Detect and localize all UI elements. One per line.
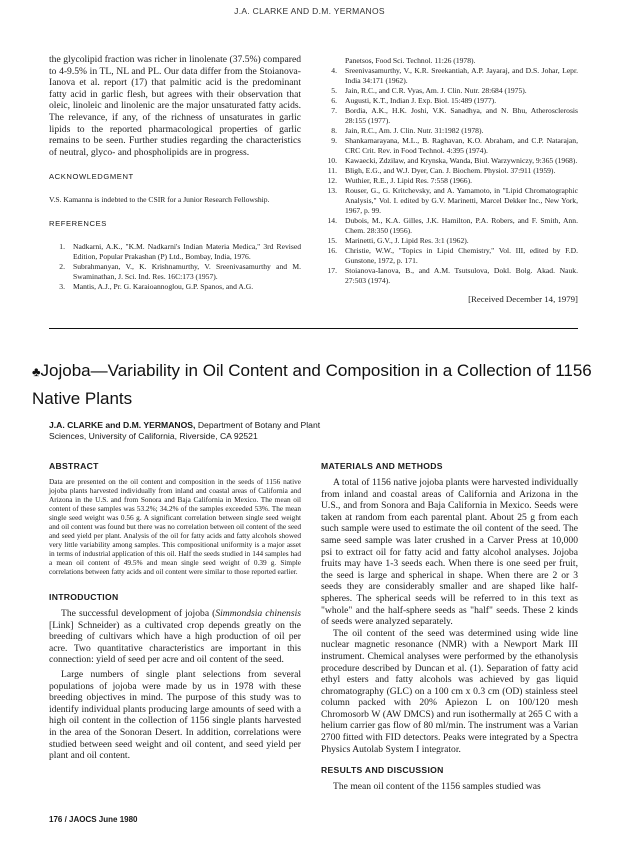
reference-item: 11. Bligh, E.G., and W.J. Dyer, Can. J. Biochem. Physiol. 37:911 (1959).	[327, 166, 556, 175]
introduction-paragraph-1: The successful development of jojoba (Simmondsia chinensis [Link] Schneider) as a cultivated crop depends greatly on the breeding of cultivars which have a high production of oil per acre. Two quantitative characteristics are important in this connection: yield of seed per acre and oil content of the seed.	[49, 608, 301, 666]
introduction-paragraph-2: Large numbers of single plant selections from several populations of jojoba were made by us in 1978 with these breeding objectives in mind. The purpose of this study was to identify individual plants producing large amounts of seed with a high oil content in the collection of 1156 single plants harvested in the area of the Sonoran Desert. In addition, correlations were studied between seed weight and oil content, and seed yield per plant and oil content.	[49, 668, 301, 762]
reference-item: 3. Mantis, A.J., Pr. G. Karaioannoglou, G.P. Spanos, and A.G.	[59, 282, 254, 292]
top-left-column	[49, 54, 301, 292]
species-name: Simmondsia chinensis	[215, 608, 301, 619]
abstract-heading: ABSTRACT	[49, 461, 99, 471]
abstract-text: Data are presented on the oil content and composition in the seeds of 1156 native jojoba plants harvested individually from inland and coastal areas of California and Arizona in the U.S. and from Sonora and Baja California in Mexico. The mean oil content of these samples was 53.2%; 34.2% of the samples exceeded 53%. The mean single seed weight was 0.56 g. A significant correlation between single seed weight and oil content was found but there was no correlation between oil content of the seed and seed yield per plant. Analysis of the oil for fatty acids and fatty alcohols showed very little variability among samples. This compositional uniformity is a major asset in terms of industrial application of this oil. Half the seeds studied in 144 samples had a mean oil content of 49.5% and mean single seed weight of 0.39 g. Simple correlations between fatty acids and oil content were similar to those reported earlier.	[49, 477, 301, 576]
references-list-left	[49, 242, 301, 292]
closing-paragraph: the glycolipid fraction was richer in linolenate (37.5%) compared to 4-9.5% in TL, NL and PL. Our data differ from the Stoianova-Ianova et al. report (17) that palmitic acid is the predominant fatty acid in garlic flesh, but agrees with their observation that oleic, linoleic and linolenic are the major unsaturated fatty acids. The relevance, if any, of the richness of unsaturates in garlic lipids to the reported pharmacological properties of garlic remains to be seen. Further studies regarding the characteristics of neutral, glyco- and phospholipids are in progress.	[49, 54, 301, 158]
article-title: Jojoba—Variability in Oil Content and Composition in a Collection of 1156 Native Plants	[32, 361, 592, 408]
results-paragraph-1: The mean oil content of the 1156 samples studied was	[333, 781, 541, 793]
author-names: J.A. CLARKE and D.M. YERMANOS,	[49, 420, 196, 430]
introduction-heading: INTRODUCTION	[49, 592, 119, 602]
reference-item: Panetsos, Food Sci. Technol. 11:26 (1978).	[345, 56, 476, 65]
references-heading: REFERENCES	[49, 219, 107, 229]
acknowledgment-heading: ACKNOWLEDGMENT	[49, 172, 134, 182]
reference-item: 10. Kawaecki, Zdzilaw, and Krynska, Wanda, Biul. Warzywniczy, 9:365 (1968).	[327, 156, 578, 165]
reference-item: 1. Nadkarni, A.K., "K.M. Nadkarni's Indian Materia Medica," 3rd Revised Edition, Popular Prakashan (P) Ltd., Bombay, India, 1976.	[59, 242, 301, 262]
methods-heading: MATERIALS AND METHODS	[321, 461, 443, 471]
reference-item: 15. Marinetti, G.V., J. Lipid Res. 3:1 (1962).	[327, 236, 469, 245]
reference-item: 9. Shankarnarayana, M.L., B. Raghavan, K.O. Abraham, and C.P. Natarajan, CRC Crit. Rev. in Food Technol. 4:395 (1974).	[331, 136, 578, 155]
results-heading: RESULTS AND DISCUSSION	[321, 765, 444, 776]
methods-paragraph-1: A total of 1156 native jojoba plants were harvested individually from inland and coastal areas of California and Arizona in the U.S., and from Sonora and Baja California in Mexico. Seeds were taken at random from each parental plant. About 25 g from each such sample were used to estimate the oil content of the seed. The same seed sample was later crushed in a Carver Press at 10,000 psi to extract oil for fatty acid and fatty alcohol analyses. Jojoba fruits may have 1-3 seeds each. When there is one seed per fruit, the seed is large and spherical in shape. When there are 2 or 3 seeds they are considerably smaller and are shaped like half-spheres. The spherical seeds will be referred to in this text as "whole" and the half-sphere seeds as "half" seeds. These 2 kinds of seeds were analyzed separately.	[321, 477, 578, 628]
reference-item: 2. Subrahmanyan, V., K. Krishnamurthy, V. Sreenivasamurthy and M. Swaminathan, J. Sci. Ind. Res. 16C:173 (1957).	[59, 262, 301, 282]
reference-item: 6. Augusti, K.T., Indian J. Exp. Biol. 15:489 (1977).	[331, 96, 497, 105]
reference-item: 4. Sreenivasamurthy, V., K.R. Sreekantiah, A.P. Jayaraj, and D.S. Johar, Lepr. India 34:171 (1962).	[331, 66, 578, 85]
reference-item: 5. Jain, R.C., and C.R. Vyas, Am. J. Clin. Nutr. 28:684 (1975).	[331, 86, 527, 95]
reference-item: 13. Rouser, G., G. Kritchevsky, and A. Yamamoto, in "Lipid Chromatographic Analysis," Vol. I. edited by G.V. Marinetti, Marcel Dekker Inc., New York, 1967, p. 99.	[327, 186, 578, 215]
lower-right-column	[321, 461, 578, 793]
author-affiliation: Department of Botany and Plant Sciences, University of California, Riverside, CA 92521	[49, 420, 321, 441]
references-list-right	[321, 56, 578, 286]
top-right-column	[321, 56, 578, 304]
article-title-block	[32, 357, 592, 412]
reference-item: 17. Stoianova-Ianova, B., and A.M. Tsutsulova, Dokl. Bolg. Akad. Nauk. 27:503 (1974).	[327, 266, 578, 285]
reference-item: 8. Jain, R.C., Am. J. Clin. Nutr. 31:1982 (1978).	[331, 126, 484, 135]
page-footer: 176 / JAOCS June 1980	[49, 815, 138, 824]
reference-item: 7. Bordia, A.K., H.K. Joshi, V.K. Sanadhya, and N. Bhu, Atherosclerosis 28:155 (1977).	[331, 106, 578, 125]
lower-left-column	[49, 461, 301, 762]
reference-item: 16. Christie, W.W., "Topics in Lipid Chemistry," Vol. III, edited by F.D. Gunstone, 1972, p. 171.	[327, 246, 578, 265]
club-icon: ♣	[32, 364, 41, 379]
methods-paragraph-2: The oil content of the seed was determined using wide line nuclear magnetic resonance (NMR) with a Newport Mark III instrument. Chemical analyses were performed by the ethanolysis procedure described by Duncan et al. (1). Separation of fatty acid ethyl esters and fatty alcohols was achieved by gas liquid chromatography (GLC) on a 100 cm x 0.3 cm (OD) stainless steel column packed with 20% Apiezon L on 100/120 mesh Chromosorb W (AW DMCS) and run isothermally at 265 C with a helium carrier gas flow of 80 ml/min. The instrument was a Varian 2700 fitted with FID detectors. Peaks were integrated by a Spectra Physics Autolab System I integrator.	[321, 627, 578, 755]
reference-item: 14. Dubois, M., K.A. Gilles, J.K. Hamilton, P.A. Robers, and F. Smith, Ann. Chem. 28:350 (1956).	[327, 216, 578, 235]
running-head: J.A. CLARKE AND D.M. YERMANOS	[234, 6, 385, 16]
section-divider	[49, 328, 578, 329]
acknowledgment-text: V.S. Kamanna is indebted to the CSIR for a Junior Research Fellowship.	[49, 195, 270, 205]
received-date: [Received December 14, 1979]	[468, 294, 578, 304]
reference-item: 12. Wuthier, R.E., J. Lipid Res. 7:558 (1966).	[327, 176, 472, 185]
author-block	[49, 420, 349, 442]
